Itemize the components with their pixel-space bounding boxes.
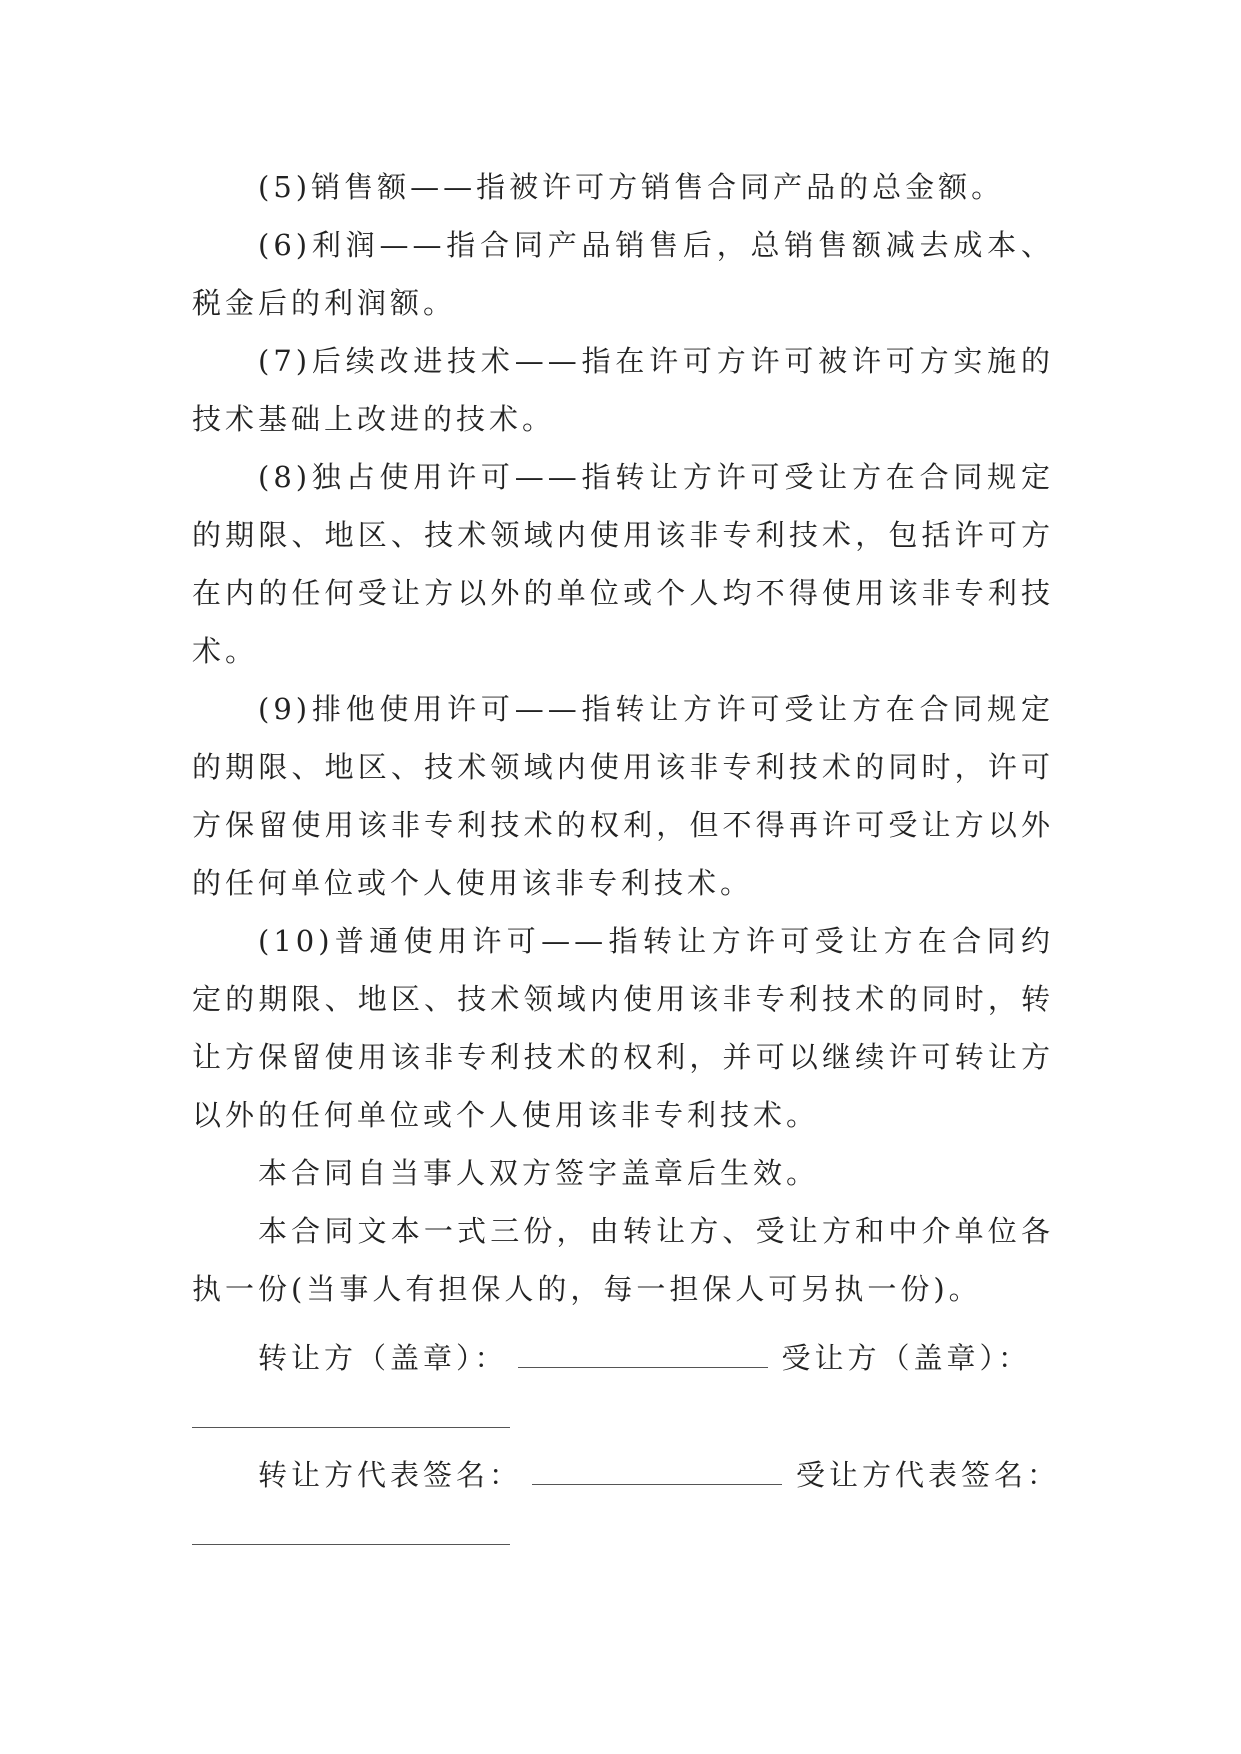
paragraph-copies-clause: 本合同文本一式三份，由转让方、受让方和中介单位各执一份(当事人有担保人的，每一担保人可另执一份)。	[192, 1214, 1054, 1306]
transferor-rep-blank	[532, 1462, 782, 1485]
paragraph-definition-9: (9)排他使用许可——指转让方许可受让方在合同规定的期限、地区、技术领域内使用该非专利技术的同时，许可方保留使用该非专利技术的权利，但不得再许可受让方以外的任何单位或个人使用该非专利技术。	[192, 692, 1054, 900]
paragraph-definition-5: (5)销售额——指被许可方销售合同产品的总金额。	[258, 170, 1005, 204]
transferee-seal-label: 受让方（盖章）：	[781, 1341, 1032, 1375]
transferor-rep-label: 转让方代表签名：	[258, 1458, 523, 1492]
representative-signature-row	[192, 1446, 1061, 1545]
paragraph-definition-6: (6)利润——指合同产品销售后，总销售额减去成本、税金后的利润额。	[192, 228, 1054, 320]
seal-line	[192, 1329, 1054, 1387]
paragraph-definition-8: (8)独占使用许可——指转让方许可受让方在合同规定的期限、地区、技术领域内使用该非专利技术，包括许可方在内的任何受让方以外的单位或个人均不得使用该非专利技术。	[192, 460, 1054, 668]
transferee-seal-blank	[192, 1427, 510, 1428]
seal-signature-row	[192, 1329, 1054, 1428]
transferor-seal-label: 转让方（盖章）：	[258, 1341, 508, 1375]
transferor-seal-blank	[518, 1345, 768, 1368]
paragraph-definition-7: (7)后续改进技术——指在许可方许可被许可方实施的技术基础上改进的技术。	[192, 344, 1054, 436]
transferee-rep-label: 受让方代表签名：	[796, 1458, 1061, 1492]
transferee-rep-blank	[192, 1544, 510, 1545]
paragraph-effective-clause: 本合同自当事人双方签字盖章后生效。	[258, 1156, 820, 1190]
paragraph-definition-10: (10)普通使用许可——指转让方许可受让方在合同约定的期限、地区、技术领域内使用该非专利技术的同时，转让方保留使用该非专利技术的权利，并可以继续许可转让方以外的任何单位或个人使用该非专利技术。	[192, 924, 1054, 1132]
representative-line	[192, 1446, 1061, 1504]
contract-text	[192, 158, 1054, 1318]
